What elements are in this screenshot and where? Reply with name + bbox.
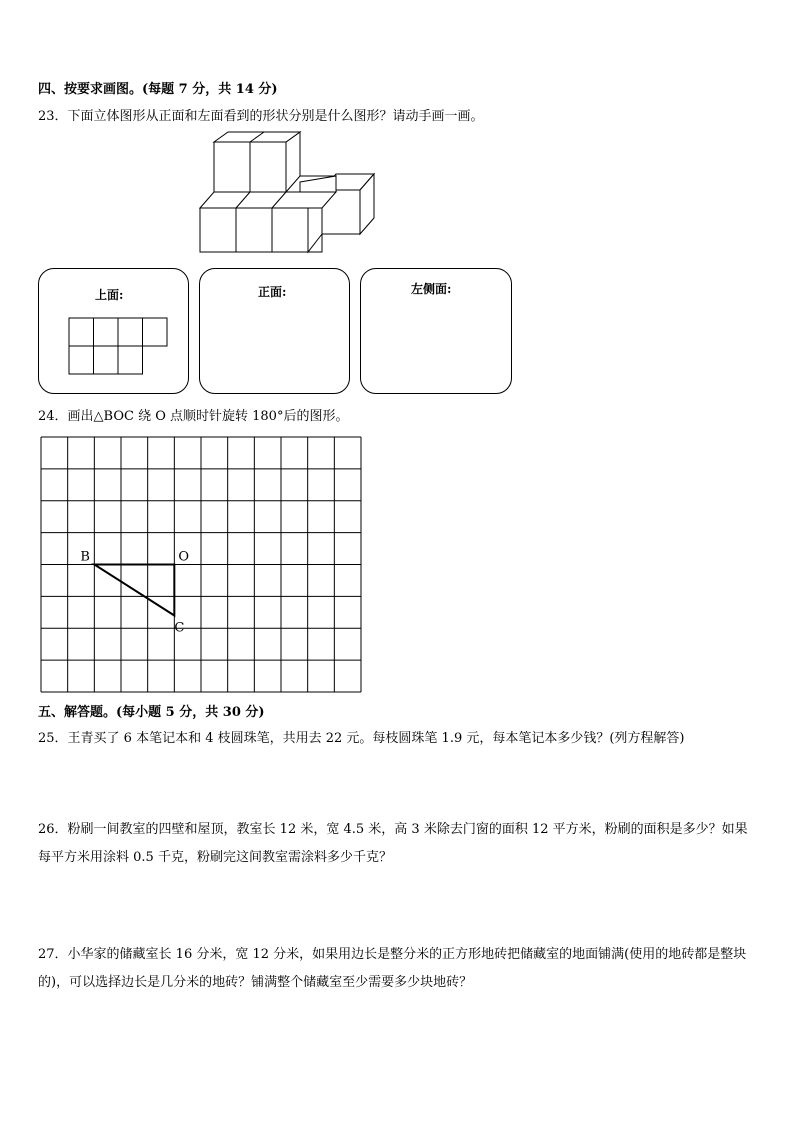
q26-text: 26．粉刷一间教室的四壁和屋顶，教室长 12 米，宽 4.5 米，高 3 米除去门窗的面积 12 平方米，粉刷的面积是多少？如果每平方米用涂料 0.5 千克，粉刷完这间教室需涂料多少千克？ [38, 822, 748, 865]
q24-text: 24．画出△BOC 绕 O 点顺时针旋转 180°后的图形。 [38, 409, 349, 424]
front-view-box[interactable] [199, 268, 350, 394]
top-view-drawing [69, 318, 169, 378]
top-view-label: 上面: [95, 288, 124, 302]
triangle-boc [94, 565, 174, 616]
q27-text: 27．小华家的储藏室长 16 分米，宽 12 分米，如果用边长是整分米的正方形地砖把储藏室的地面铺满(使用的地砖都是整块的)，可以选择边长是几分米的地砖？铺满整个储藏室至少需要多少块地砖？ [38, 947, 747, 990]
point-label-o: O [178, 549, 190, 565]
top-view-box[interactable] [38, 268, 189, 394]
left-view-box[interactable] [360, 268, 512, 394]
point-label-b: B [80, 549, 90, 565]
q25-text: 25．王青买了 6 本笔记本和 4 枝圆珠笔，共用去 22 元。每枝圆珠笔 1.9 元，每本笔记本多少钱？(列方程解答) [38, 731, 685, 746]
section5-heading: 五、解答题。(每小题 5 分，共 30 分) [38, 705, 265, 720]
point-label-c: C [174, 620, 185, 636]
rotation-grid[interactable] [40, 436, 362, 693]
cube-solid-figure [196, 130, 376, 255]
left-view-label: 左侧面: [411, 282, 452, 296]
front-view-label: 正面: [258, 285, 287, 299]
q23-text: 23．下面立体图形从正面和左面看到的形状分别是什么图形？请动手画一画。 [38, 109, 484, 124]
section4-heading: 四、按要求画图。(每题 7 分，共 14 分) [38, 82, 278, 97]
